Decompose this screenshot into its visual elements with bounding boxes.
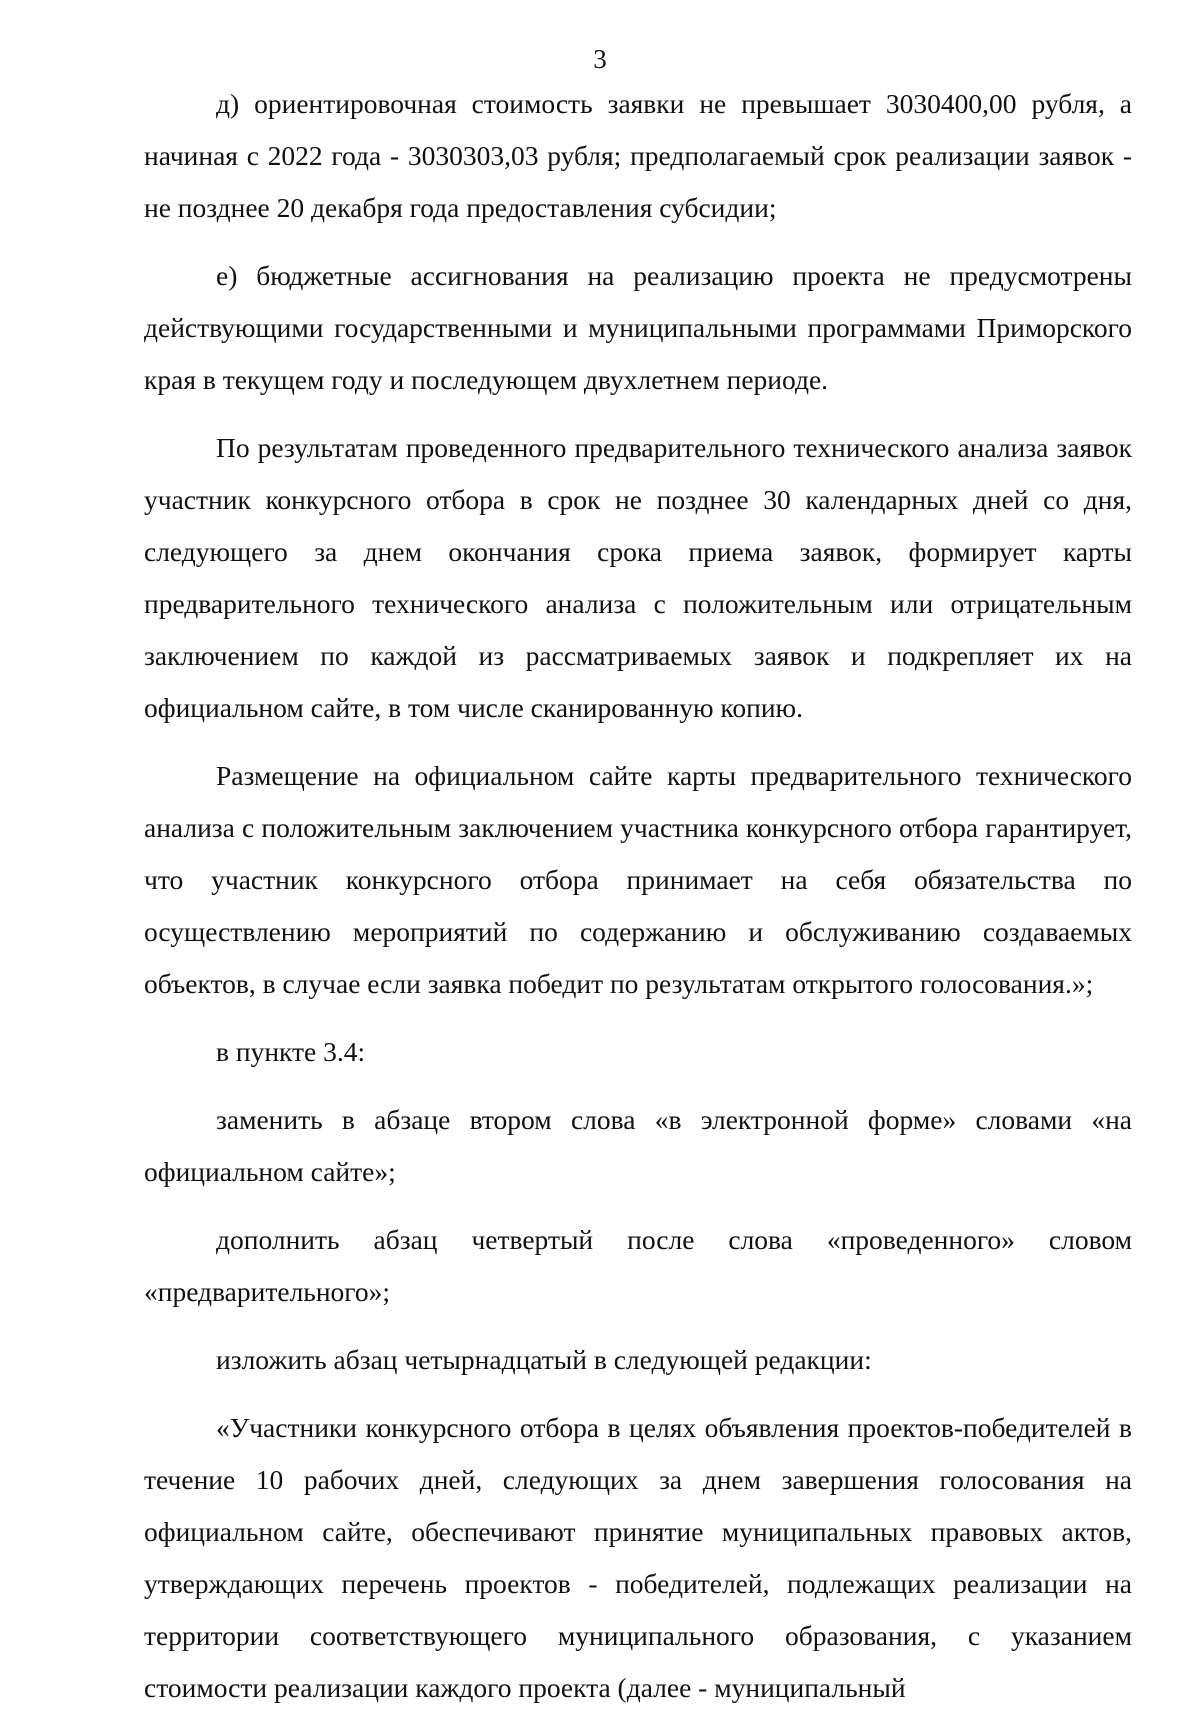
paragraph-new-wording-intro: изложить абзац четырнадцатый в следующей редакции: xyxy=(216,1344,872,1375)
paragraph-item-d: д) ориентировочная стоимость заявки не превышает 3030400,00 рубля, а начиная с 2022 года - 3030303,03 рубля; предполагаемый срок реализации заявок - не позднее 20 декабря года предоставления субсидии; xyxy=(144,88,1132,223)
paragraph-item-e: е) бюджетные ассигнования на реализацию проекта не предусмотрены действующими государственными и муниципальными программами Приморского края в текущем году и последующем двухлетнем периоде. xyxy=(144,260,1132,395)
paragraph-supplement-word: дополнить абзац четвертый после слова «проведенного» словом «предварительного»; xyxy=(144,1224,1132,1307)
paragraph-participants-quote: «Участники конкурсного отбора в целях объявления проектов-победителей в течение 10 рабочих дней, следующих за днем завершения голосования на официальном сайте, обеспечивают принятие муниципальных правовых актов, утверждающих перечень проектов - победителей, подлежащих реализации на территории соответствующего муниципального образования, с указанием стоимости реализации каждого проекта (далее - муниципальный xyxy=(144,1412,1132,1703)
page-number: 3 xyxy=(593,44,607,74)
paragraph-replace-words: заменить в абзаце втором слова «в электронной форме» словами «на официальном сайте»; xyxy=(144,1104,1132,1187)
paragraph-clause-3-4: в пункте 3.4: xyxy=(216,1036,366,1067)
document-body xyxy=(144,78,1132,1714)
paragraph-technical-analysis: По результатам проведенного предварительного технического анализа заявок участник конкурсного отбора в срок не позднее 30 календарных дней со дня, следующего за днем окончания срока приема заявок, формирует карты предварительного технического анализа с положительным или отрицательным заключением по каждой из рассматриваемых заявок и подкрепляет их на официальном сайте, в том числе сканированную копию. xyxy=(144,432,1132,723)
paragraph-placement-guarantee: Размещение на официальном сайте карты предварительного технического анализа с положительным заключением участника конкурсного отбора гарантирует, что участник конкурсного отбора принимает на себя обязательства по осуществлению мероприятий по содержанию и обслуживанию создаваемых объектов, в случае если заявка победит по результатам открытого голосования.»; xyxy=(144,760,1132,999)
